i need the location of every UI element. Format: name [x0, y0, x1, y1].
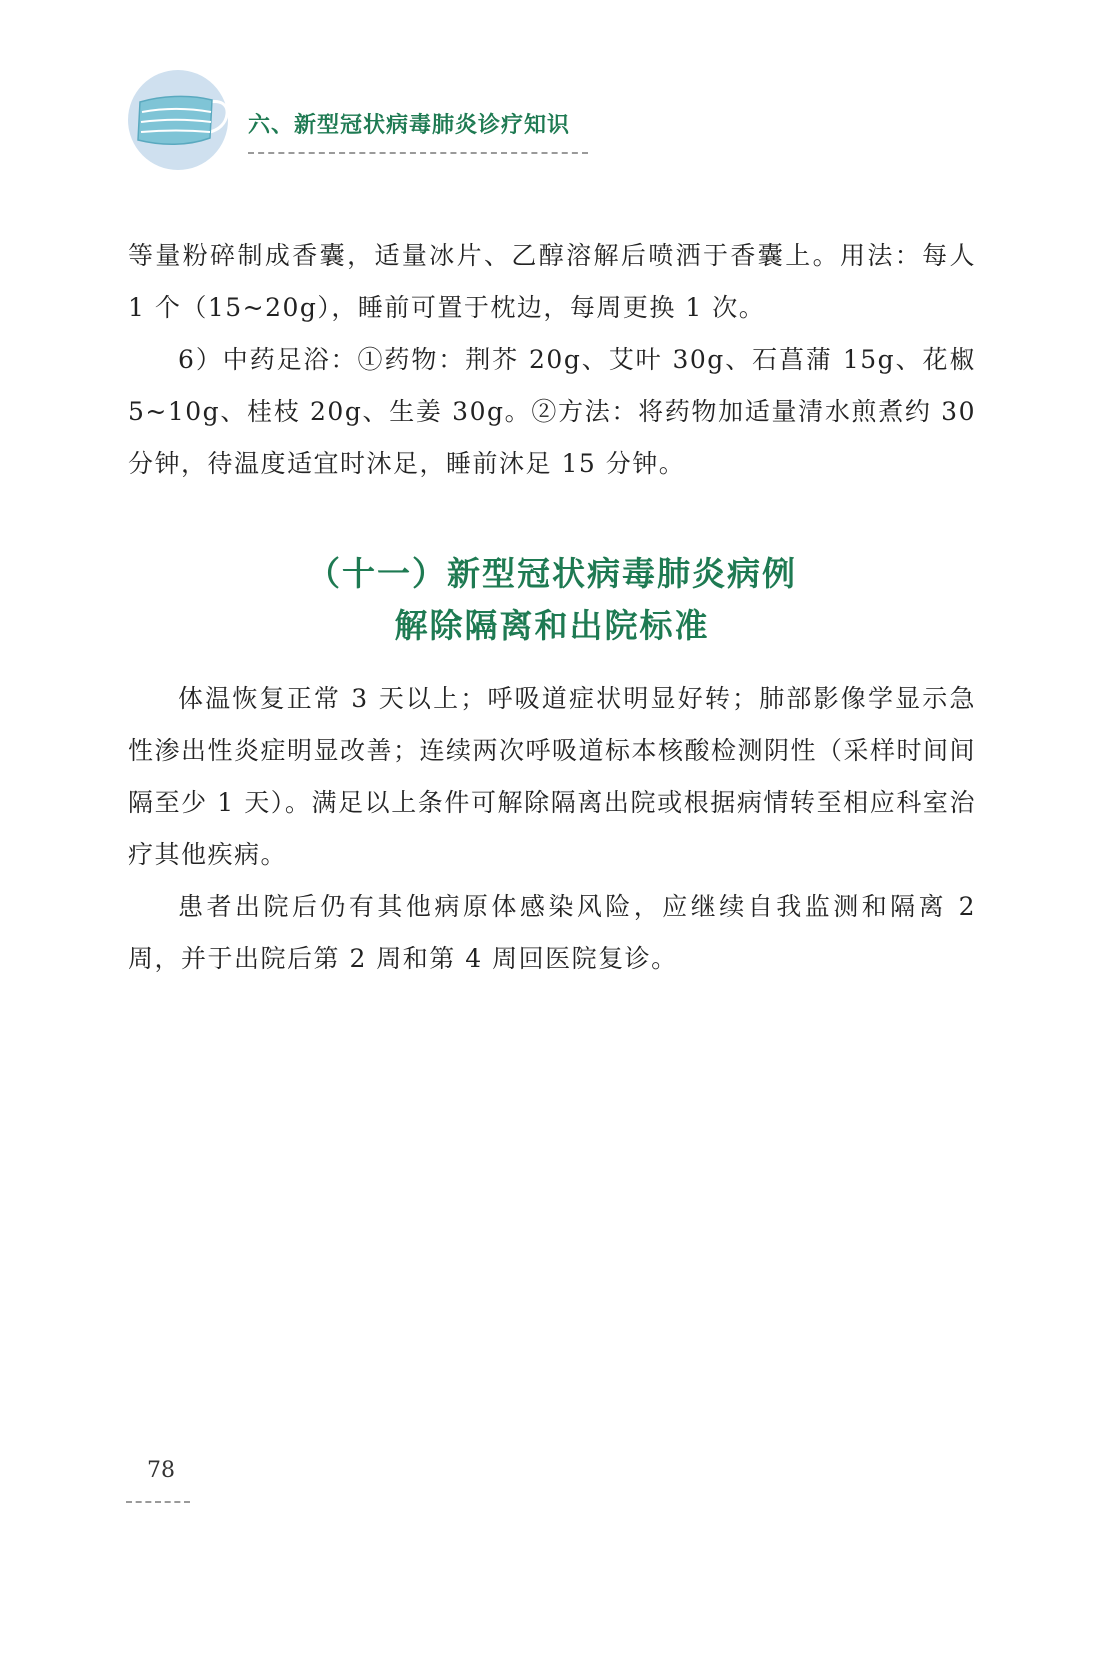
paragraph: 患者出院后仍有其他病原体感染风险，应继续自我监测和隔离 2 周，并于出院后第 2 周和第 4 周回医院复诊。	[128, 892, 976, 973]
section-heading-line: （十一）新型冠状病毒肺炎病例	[307, 554, 797, 593]
section-body	[128, 673, 976, 985]
running-header	[128, 70, 648, 180]
page-number: 78	[147, 1458, 175, 1483]
section-heading-line: 解除隔离和出院标准	[394, 606, 710, 645]
header-badge	[128, 70, 228, 170]
face-mask-icon	[132, 88, 232, 152]
footer-divider	[126, 1501, 190, 1503]
continued-text-block	[128, 230, 976, 490]
section-heading	[128, 548, 976, 652]
paragraph: 6）中药足浴：①药物：荆芥 20g、艾叶 30g、石菖蒲 15g、花椒 5~10g、桂枝 20g、生姜 30g。②方法：将药物加适量清水煎煮约 30 分钟，待温度适宜时沐足，睡前沐足 15 分钟。	[128, 345, 976, 478]
header-divider	[248, 152, 588, 154]
paragraph: 等量粉碎制成香囊，适量冰片、乙醇溶解后喷洒于香囊上。用法：每人 1 个（15~20g），睡前可置于枕边，每周更换 1 次。	[128, 241, 976, 322]
paragraph: 体温恢复正常 3 天以上；呼吸道症状明显好转；肺部影像学显示急性渗出性炎症明显改善；连续两次呼吸道标本核酸检测阴性（采样时间间隔至少 1 天）。满足以上条件可解除隔离出院或根据病情转至相应科室治疗其他疾病。	[128, 684, 977, 869]
chapter-title: 六、新型冠状病毒肺炎诊疗知识	[248, 113, 571, 138]
